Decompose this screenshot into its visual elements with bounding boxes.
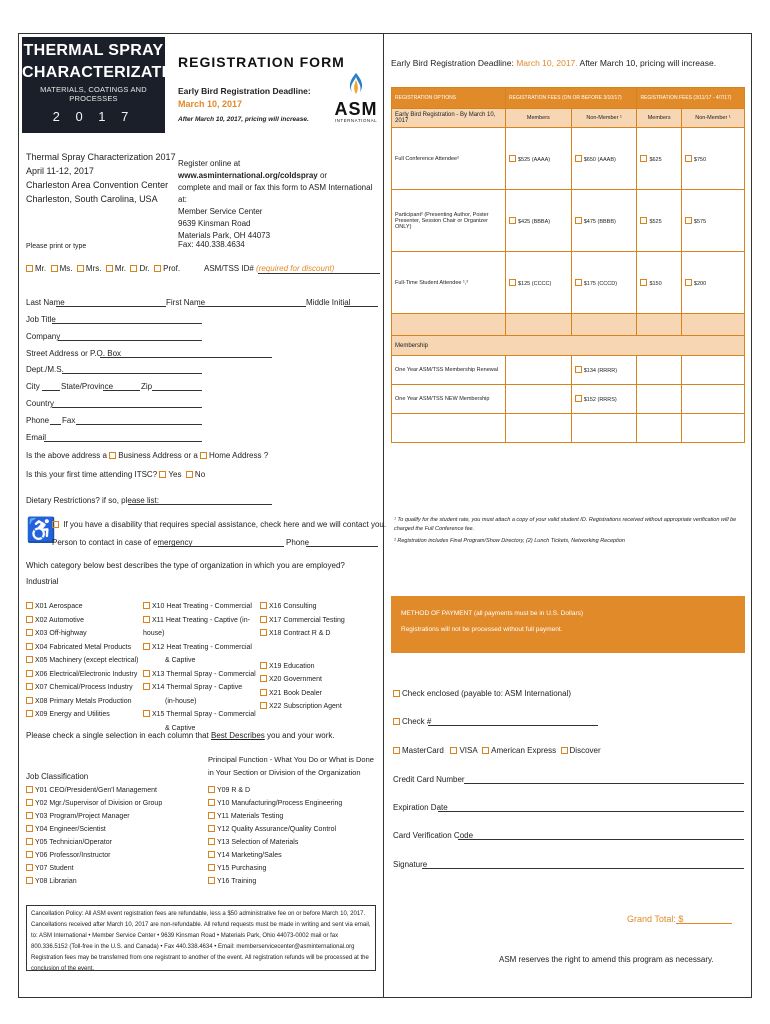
industry-item: X20 Government bbox=[260, 673, 380, 687]
last-name-label: Last Name bbox=[26, 298, 65, 307]
salutation-options bbox=[26, 264, 180, 273]
industry-checkbox[interactable] bbox=[26, 629, 33, 636]
asm-id-text: ASM/TSS ID# bbox=[204, 264, 254, 273]
function-list bbox=[208, 784, 342, 888]
industry-item: X15 Thermal Spray - Commercial bbox=[143, 708, 263, 722]
asm-flame-icon bbox=[344, 72, 368, 98]
street-field[interactable] bbox=[100, 357, 272, 358]
logo-line-3: MATERIALS, COATINGS AND PROCESSES bbox=[40, 85, 147, 103]
industry-item: X03 Off-highway bbox=[26, 627, 146, 641]
event-logo bbox=[22, 37, 197, 133]
industry-checkbox[interactable] bbox=[143, 643, 150, 650]
checkbox-disability[interactable] bbox=[52, 521, 59, 528]
fee-cell: $152 (RRRS) bbox=[571, 385, 637, 414]
fee-cell: $575 bbox=[681, 190, 744, 252]
fee-cell: $625 bbox=[637, 128, 681, 190]
email-label: Email bbox=[26, 433, 47, 442]
industry-item: & Captive bbox=[165, 657, 196, 664]
industry-column-1 bbox=[26, 600, 146, 722]
function-item: Y16 Training bbox=[208, 875, 342, 888]
first-name-label: First Name bbox=[166, 298, 206, 307]
label-mrs: Mrs. bbox=[85, 264, 102, 273]
middle-initial-label: Middle Initial bbox=[306, 298, 351, 307]
industry-item: X19 Education bbox=[260, 660, 380, 674]
job-list bbox=[26, 784, 162, 888]
event-city: Charleston, South Carolina, USA bbox=[26, 194, 158, 204]
expiration-field[interactable] bbox=[438, 811, 744, 812]
checkbox-ms[interactable] bbox=[51, 265, 58, 272]
early-bird-label: Early Bird Registration Deadline: bbox=[178, 86, 311, 96]
expiration-label: Expiration Date bbox=[393, 803, 448, 812]
address-question-text: Is the above address a bbox=[26, 451, 107, 460]
header-options: REGISTRATION OPTIONS bbox=[392, 88, 506, 109]
membership-label: Membership bbox=[392, 336, 745, 356]
industry-checkbox[interactable] bbox=[260, 629, 267, 636]
early-bird-date: March 10, 2017 bbox=[178, 99, 243, 109]
register-text-b: or bbox=[317, 171, 328, 180]
industry-checkbox[interactable] bbox=[143, 602, 150, 609]
fee-checkbox[interactable] bbox=[509, 279, 516, 286]
function-item: Y14 Marketing/Sales bbox=[208, 849, 342, 862]
business-address-label: Business Address or a bbox=[118, 451, 198, 460]
function-checkbox[interactable] bbox=[208, 864, 215, 871]
industry-checkbox[interactable] bbox=[260, 702, 267, 709]
label-ms: Ms. bbox=[59, 264, 73, 273]
industry-checkbox[interactable] bbox=[26, 656, 33, 663]
industry-item: X21 Book Dealer bbox=[260, 687, 380, 701]
fee-checkbox[interactable] bbox=[575, 217, 582, 224]
function-checkbox[interactable] bbox=[208, 838, 215, 845]
industry-item: X10 Heat Treating - Commercial bbox=[143, 600, 263, 614]
state-label: State/Province bbox=[61, 382, 114, 391]
checkbox-mr-2[interactable] bbox=[106, 265, 113, 272]
fee-checkbox[interactable] bbox=[509, 155, 516, 162]
label-prof: Prof. bbox=[163, 264, 181, 273]
event-venue: Charleston Area Convention Center bbox=[26, 180, 169, 190]
right-deadline: Early Bird Registration Deadline: March 10, 2017. After March 10, pricing will increase. bbox=[391, 58, 717, 68]
industry-item: X13 Thermal Spray - Commercial bbox=[143, 668, 263, 682]
cancellation-policy: Cancellation Policy: All ASM event registration fees are refundable, less a $50 administrative fee on or before March 10, 2017. Cancellations received after March 10, 2017 are non-refundable. All refund requests must be made in writing and sent via email, to: ASM International • Member Service Center • 9639 Kinsman Road • Materials Park, Ohio 44073-0002 mail or fax 800.336.5152 (Toll-free in the U.S. and Canada) • Fax 440.338.4634 • Email: memberservicecenter@asminternational.org Registration fees may be transferred from one registrant to another of the event. All registration refunds will be processed at the conclusion of the event. bbox=[26, 905, 376, 971]
row-label: Full Conference Attendee² bbox=[392, 128, 506, 190]
function-checkbox[interactable] bbox=[208, 799, 215, 806]
emergency-label: Person to contact in case of emergency bbox=[52, 538, 193, 547]
industry-checkbox[interactable] bbox=[143, 616, 150, 623]
event-info bbox=[26, 150, 176, 206]
wheelchair-icon: ♿ bbox=[26, 517, 56, 544]
function-heading: Principal Function - What You Do or What is Done in Your Section or Division of the Organization bbox=[208, 755, 374, 777]
job-item: Y07 Student bbox=[26, 862, 162, 875]
industry-item: X08 Primary Metals Production bbox=[26, 695, 146, 709]
dietary-field[interactable] bbox=[128, 504, 272, 505]
dept-label: Dept./M.S. bbox=[26, 365, 64, 374]
table-row bbox=[392, 128, 745, 190]
members-col-2: Members bbox=[637, 109, 681, 128]
industry-checkbox[interactable] bbox=[143, 683, 150, 690]
industry-item: X22 Subscription Agent bbox=[260, 700, 380, 714]
first-time-question bbox=[26, 470, 205, 479]
job-item: Y04 Engineer/Scientist bbox=[26, 823, 162, 836]
fee-checkbox[interactable] bbox=[640, 217, 647, 224]
industry-item: X11 Heat Treating - Captive (in-house) bbox=[143, 616, 250, 637]
industry-item: X09 Energy and Utilities bbox=[26, 708, 146, 722]
register-line-5: Materials Park, OH 44073 bbox=[178, 231, 271, 240]
asm-id-field[interactable] bbox=[258, 273, 380, 274]
function-item: Y10 Manufacturing/Process Engineering bbox=[208, 797, 342, 810]
fee-cell: $175 (CCCD) bbox=[571, 252, 637, 314]
early-bird-note: After March 10, 2017, pricing will increase. bbox=[178, 116, 309, 123]
industry-checkbox[interactable] bbox=[260, 689, 267, 696]
checkbox-discover[interactable] bbox=[561, 747, 568, 754]
checkbox-amex[interactable] bbox=[482, 747, 489, 754]
table-row bbox=[392, 385, 745, 414]
register-link[interactable]: www.asminternational.org/coldspray bbox=[178, 171, 318, 180]
emergency-phone-label: Phone bbox=[286, 538, 310, 547]
label-mr: Mr. bbox=[35, 264, 47, 273]
blank-row bbox=[392, 414, 745, 443]
fee-cell: $525 (AAAA) bbox=[506, 128, 572, 190]
register-line-3: Member Service Center bbox=[178, 207, 263, 216]
table-row bbox=[392, 190, 745, 252]
industry-checkbox[interactable] bbox=[26, 616, 33, 623]
middle-initial-field[interactable] bbox=[344, 306, 378, 307]
first-time-text: Is this your first time attending ITSC? bbox=[26, 470, 158, 479]
checkbox-visa[interactable] bbox=[450, 747, 457, 754]
fees-table bbox=[391, 87, 745, 443]
function-checkbox[interactable] bbox=[208, 825, 215, 832]
industry-checkbox[interactable] bbox=[143, 710, 150, 717]
industry-checkbox[interactable] bbox=[260, 602, 267, 609]
logo-line-2: CHARACTERIZATION: bbox=[22, 64, 197, 81]
industry-checkbox[interactable] bbox=[26, 710, 33, 717]
function-checkbox[interactable] bbox=[208, 812, 215, 819]
asm-reserve-note: ASM reserves the right to amend this program as necessary. bbox=[499, 955, 714, 964]
table-row bbox=[392, 252, 745, 314]
footnotes bbox=[394, 516, 744, 546]
job-item: Y03 Program/Project Manager bbox=[26, 810, 162, 823]
card-type-row: MasterCard VISA American Express Discover bbox=[393, 746, 601, 755]
disability-text: If you have a disability that requires special assistance, check here and we will contact you. bbox=[63, 520, 387, 529]
asm-logo-subtext: INTERNATIONAL bbox=[334, 118, 378, 123]
membership-header-row bbox=[392, 336, 745, 356]
fee-checkbox[interactable] bbox=[640, 155, 647, 162]
fee-cell: $425 (BBBA) bbox=[506, 190, 572, 252]
fee-checkbox[interactable] bbox=[685, 155, 692, 162]
industry-item: X06 Electrical/Electronic Industry bbox=[26, 668, 146, 682]
checkbox-dr[interactable] bbox=[130, 265, 137, 272]
industry-item: X04 Fabricated Metal Products bbox=[26, 641, 146, 655]
no-label: No bbox=[194, 470, 206, 479]
company-label: Company bbox=[26, 332, 61, 341]
fee-cell: $200 bbox=[681, 252, 744, 314]
check-number-row: Check # bbox=[393, 717, 431, 726]
register-instructions bbox=[178, 158, 378, 242]
checkbox-mr[interactable] bbox=[26, 265, 33, 272]
header-before: REGISTRATION FEES (ON OR BEFORE 3/10/17) bbox=[506, 88, 637, 109]
dept-field[interactable] bbox=[62, 373, 202, 374]
print-instruction: Please print or type bbox=[26, 243, 87, 250]
industry-item: X07 Chemical/Process Industry bbox=[26, 681, 146, 695]
industry-checkbox[interactable] bbox=[260, 662, 267, 669]
payment-heading: METHOD OF PAYMENT (all payments must be in U.S. Dollars) bbox=[401, 610, 584, 617]
industry-checkbox[interactable] bbox=[26, 683, 33, 690]
emergency-contact-field[interactable] bbox=[158, 546, 284, 547]
footnote-1: ¹ To qualify for the student rate, you must attach a copy of your valid student ID. Registrations received without appropriate verification will be charged the Full Conference fee. bbox=[394, 517, 737, 532]
fax-label: Fax bbox=[62, 416, 76, 425]
job-item: Y06 Professor/Instructor bbox=[26, 849, 162, 862]
payment-method-box bbox=[391, 596, 745, 653]
state-field[interactable] bbox=[103, 390, 140, 391]
industry-item: X18 Contract R & D bbox=[260, 627, 380, 641]
fax-field[interactable] bbox=[76, 424, 202, 425]
subheader-early-bird: Early Bird Registration - By March 10, 2017 bbox=[392, 109, 506, 128]
fee-cell: $150 bbox=[637, 252, 681, 314]
page-title: REGISTRATION FORM bbox=[178, 54, 345, 70]
row-label: One Year ASM/TSS NEW Membership bbox=[392, 385, 506, 414]
industry-heading: Industrial bbox=[26, 577, 59, 586]
fee-checkbox[interactable] bbox=[685, 217, 692, 224]
job-checkbox[interactable] bbox=[26, 786, 33, 793]
fee-checkbox[interactable] bbox=[575, 366, 582, 373]
function-item: Y13 Selection of Materials bbox=[208, 836, 342, 849]
asm-id-note: (required for discount) bbox=[256, 264, 335, 273]
checkbox-check-enclosed[interactable] bbox=[393, 690, 400, 697]
job-item: Y08 Librarian bbox=[26, 875, 162, 888]
row-label: Full-Time Student Attendee ¹,² bbox=[392, 252, 506, 314]
fee-checkbox[interactable] bbox=[575, 395, 582, 402]
signature-label: Signature bbox=[393, 860, 428, 869]
yes-label: Yes bbox=[168, 470, 182, 479]
register-line-4: 9639 Kinsman Road bbox=[178, 219, 251, 228]
row-label: One Year ASM/TSS Membership Renewal bbox=[392, 356, 506, 385]
fee-cell: $134 (RRRR) bbox=[571, 356, 637, 385]
event-dates: April 11-12, 2017 bbox=[26, 166, 94, 176]
logo-year: 2 0 1 7 bbox=[52, 109, 135, 124]
table-row bbox=[392, 356, 745, 385]
members-col-1: Members bbox=[506, 109, 572, 128]
checkbox-mastercard[interactable] bbox=[393, 747, 400, 754]
job-checkbox[interactable] bbox=[26, 799, 33, 806]
fees-header-row bbox=[392, 88, 745, 109]
fee-cell: $125 (CCCC) bbox=[506, 252, 572, 314]
industry-column-2 bbox=[143, 600, 263, 735]
function-item: Y15 Purchasing bbox=[208, 862, 342, 875]
card-number-label: Credit Card Number bbox=[393, 775, 465, 784]
asm-id-label bbox=[204, 264, 334, 273]
zip-field[interactable] bbox=[152, 390, 202, 391]
street-label: Street Address or P.O. Box bbox=[26, 349, 122, 358]
register-text-a: Register online at bbox=[178, 159, 241, 168]
industry-column-3 bbox=[260, 600, 380, 714]
disability-row bbox=[52, 520, 386, 529]
industry-question: Which category below best describes the type of organization in which you are employed? bbox=[26, 561, 345, 570]
function-checkbox[interactable] bbox=[208, 851, 215, 858]
fee-cell: $750 bbox=[681, 128, 744, 190]
industry-item: (in-house) bbox=[165, 697, 197, 705]
industry-item: & Captive bbox=[165, 724, 196, 732]
industry-checkbox[interactable] bbox=[143, 670, 150, 677]
checkbox-home-address[interactable] bbox=[200, 452, 207, 459]
industry-checkbox[interactable] bbox=[26, 697, 33, 704]
job-checkbox[interactable] bbox=[26, 877, 33, 884]
cvc-field[interactable] bbox=[458, 839, 744, 840]
industry-item: X17 Commercial Testing bbox=[260, 614, 380, 628]
address-type-question bbox=[26, 451, 268, 460]
country-label: Country bbox=[26, 399, 55, 408]
first-name-field[interactable] bbox=[198, 306, 306, 307]
city-field[interactable] bbox=[42, 390, 60, 391]
company-field[interactable] bbox=[58, 340, 202, 341]
industry-checkbox[interactable] bbox=[26, 602, 33, 609]
job-item: Y02 Mgr./Supervisor of Division or Group bbox=[26, 797, 162, 810]
event-name: Thermal Spray Characterization 2017 bbox=[26, 152, 176, 162]
country-field[interactable] bbox=[52, 407, 202, 408]
job-title-label: Job Title bbox=[26, 315, 56, 324]
emergency-phone-field[interactable] bbox=[306, 546, 378, 547]
checkbox-check-number[interactable] bbox=[393, 718, 400, 725]
non-member-col-2: Non-Member ¹ bbox=[681, 109, 744, 128]
blank-row bbox=[392, 314, 745, 336]
grand-total-field[interactable] bbox=[676, 923, 732, 924]
fee-cell: $475 (BBBB) bbox=[571, 190, 637, 252]
city-label: City bbox=[26, 382, 40, 391]
zip-label: Zip bbox=[141, 382, 153, 391]
function-item: Y09 R & D bbox=[208, 784, 342, 797]
grand-total-label: Grand Total: $ bbox=[627, 914, 684, 924]
row-label: Participant² (Presenting Author, Poster Presenter, Session Chair or Organizer ONLY) bbox=[392, 190, 506, 252]
function-checkbox[interactable] bbox=[208, 877, 215, 884]
job-checkbox[interactable] bbox=[26, 825, 33, 832]
industry-item: X16 Consulting bbox=[260, 600, 380, 614]
footnote-2: ² Registration includes Final Program/Show Directory, (2) Lunch Tickets, Networking Reception bbox=[394, 538, 625, 544]
industry-item: X01 Aerospace bbox=[26, 600, 146, 614]
fees-subheader-row bbox=[392, 109, 745, 128]
fee-checkbox[interactable] bbox=[575, 279, 582, 286]
job-item: Y01 CEO/President/Gen'l Management bbox=[26, 784, 162, 797]
label-dr: Dr. bbox=[139, 264, 150, 273]
check-enclosed-row: Check enclosed (payable to: ASM International) bbox=[393, 689, 571, 698]
phone-label: Phone bbox=[26, 416, 50, 425]
checkbox-business-address[interactable] bbox=[109, 452, 116, 459]
industry-item: X14 Thermal Spray - Captive bbox=[143, 681, 263, 695]
asm-logo bbox=[332, 72, 380, 127]
job-checkbox[interactable] bbox=[26, 838, 33, 845]
industry-item: X05 Machinery (except electrical) bbox=[26, 654, 146, 668]
checkbox-prof[interactable] bbox=[154, 265, 161, 272]
job-checkbox[interactable] bbox=[26, 864, 33, 871]
dietary-label: Dietary Restrictions? if so, please list: bbox=[26, 496, 159, 505]
label-mr-2: Mr. bbox=[114, 264, 127, 273]
function-item: Y11 Materials Testing bbox=[208, 810, 342, 823]
fee-cell: $525 bbox=[637, 190, 681, 252]
last-name-field[interactable] bbox=[56, 306, 166, 307]
payment-note: Registrations will not be processed without full payment. bbox=[401, 626, 563, 633]
card-number-field[interactable] bbox=[464, 783, 744, 784]
fee-cell: $650 (AAAB) bbox=[571, 128, 637, 190]
industry-checkbox[interactable] bbox=[26, 670, 33, 677]
fee-checkbox[interactable] bbox=[685, 279, 692, 286]
checkbox-no[interactable] bbox=[186, 471, 193, 478]
non-member-col-1: Non-Member ¹ bbox=[571, 109, 637, 128]
checkbox-yes[interactable] bbox=[159, 471, 166, 478]
register-fax: Fax: 440.338.4634 bbox=[178, 240, 245, 249]
selection-note: Please check a single selection in each column that Best Describes you and your work. bbox=[26, 731, 335, 740]
industry-checkbox[interactable] bbox=[260, 616, 267, 623]
job-checkbox[interactable] bbox=[26, 851, 33, 858]
job-heading: Job Classification bbox=[26, 772, 89, 781]
column-divider bbox=[383, 33, 384, 998]
home-address-label: Home Address ? bbox=[209, 451, 269, 460]
email-field[interactable] bbox=[44, 441, 202, 442]
fee-checkbox[interactable] bbox=[640, 279, 647, 286]
industry-checkbox[interactable] bbox=[260, 675, 267, 682]
cvc-label: Card Verification Code bbox=[393, 831, 474, 840]
signature-field[interactable] bbox=[422, 868, 744, 869]
function-checkbox[interactable] bbox=[208, 786, 215, 793]
industry-checkbox[interactable] bbox=[26, 643, 33, 650]
phone-field[interactable] bbox=[50, 424, 61, 425]
job-checkbox[interactable] bbox=[26, 812, 33, 819]
industry-item: X02 Automotive bbox=[26, 614, 146, 628]
check-number-field[interactable] bbox=[428, 725, 598, 726]
register-line-2: complete and mail or fax this form to ASM International at: bbox=[178, 183, 373, 204]
fee-checkbox[interactable] bbox=[509, 217, 516, 224]
fee-checkbox[interactable] bbox=[575, 155, 582, 162]
header-after: REGISTRATION FEES (3/11/17 - 4/7/17) bbox=[637, 88, 745, 109]
job-title-field[interactable] bbox=[52, 323, 202, 324]
job-item: Y05 Technician/Operator bbox=[26, 836, 162, 849]
asm-logo-text: ASM bbox=[334, 99, 378, 119]
function-item: Y12 Quality Assurance/Quality Control bbox=[208, 823, 342, 836]
checkbox-mrs[interactable] bbox=[77, 265, 84, 272]
industry-item: X12 Heat Treating - Commercial bbox=[143, 641, 263, 655]
logo-line-1: THERMAL SPRAY bbox=[23, 42, 164, 59]
